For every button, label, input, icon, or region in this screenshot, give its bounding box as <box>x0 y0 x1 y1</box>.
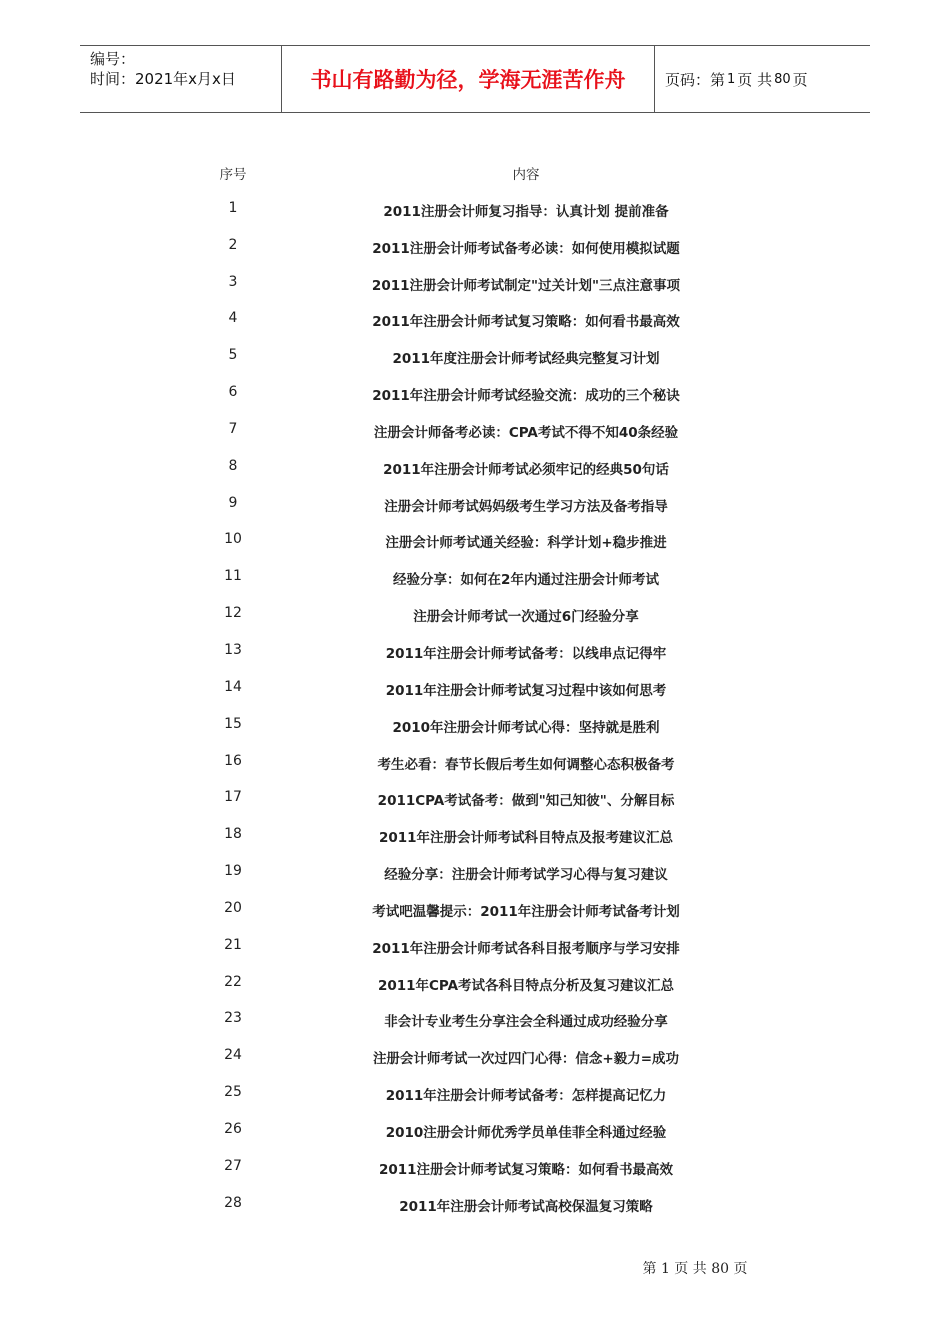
row-content: 2011年注册会计师考试科目特点及报考建议汇总 <box>378 830 674 847</box>
table-row <box>0 634 950 671</box>
table-row <box>0 781 950 818</box>
table-row <box>0 450 950 487</box>
table-row <box>0 302 950 339</box>
row-seq: 6 <box>228 384 238 401</box>
row-seq: 27 <box>224 1157 242 1174</box>
row-content: 2010年注册会计师考试心得：坚持就是胜利 <box>392 719 660 736</box>
table-row <box>0 1113 950 1150</box>
row-content: 2011注册会计师复习指导：认真计划 提前准备 <box>383 203 669 220</box>
column-header-content: 内容 <box>512 167 540 183</box>
page-suffix: 页 <box>792 70 808 89</box>
table-row <box>0 855 950 892</box>
row-content: 2011年注册会计师考试必须牢记的经典50句话 <box>383 461 669 478</box>
row-seq: 26 <box>224 1120 242 1137</box>
table-row <box>0 560 950 597</box>
row-seq: 12 <box>224 605 242 622</box>
table-row <box>0 597 950 634</box>
table-row <box>0 266 950 303</box>
table-row <box>0 192 950 229</box>
row-content: 2011年注册会计师考试备考：以线串点记得牢 <box>385 645 667 662</box>
row-content: 2011注册会计师考试制定"过关计划"三点注意事项 <box>371 277 681 294</box>
row-seq: 16 <box>224 752 242 769</box>
row-seq: 15 <box>224 715 242 732</box>
table-header-row <box>0 155 950 192</box>
row-content: 2011年注册会计师考试高校保温复习策略 <box>399 1198 653 1215</box>
row-content: 2011年注册会计师考试复习策略：如何看书最高效 <box>372 314 680 331</box>
row-seq: 3 <box>228 273 238 290</box>
row-seq: 19 <box>224 863 242 880</box>
row-seq: 24 <box>224 1047 242 1064</box>
table-row <box>0 708 950 745</box>
row-seq: 5 <box>228 347 238 364</box>
document-time-label: 时间：2021年x月x日 <box>90 70 236 88</box>
row-content: 2011注册会计师考试复习策略：如何看书最高效 <box>378 1161 674 1178</box>
row-seq: 8 <box>228 457 238 474</box>
row-seq: 21 <box>224 936 242 953</box>
page-number: 1 <box>727 71 736 87</box>
table-row <box>0 892 950 929</box>
row-content: 注册会计师考试一次通过6门经验分享 <box>413 609 639 626</box>
row-seq: 22 <box>224 973 242 990</box>
table-row <box>0 339 950 376</box>
row-content: 非会计专业考生分享注会全科通过成功经验分享 <box>384 1014 668 1031</box>
row-seq: 25 <box>224 1084 242 1101</box>
row-content: 考生必看：春节长假后考生如何调整心态积极备考 <box>377 756 675 773</box>
header-divider <box>654 46 655 112</box>
row-seq: 13 <box>224 641 242 658</box>
page-total: 80 <box>774 71 791 87</box>
table-row <box>0 671 950 708</box>
header-page-info <box>665 46 808 112</box>
row-seq: 2 <box>228 236 238 253</box>
row-content: 注册会计师考试一次过四门心得：信念+毅力=成功 <box>372 1051 680 1068</box>
row-content: 注册会计师考试妈妈级考生学习方法及备考指导 <box>384 498 668 515</box>
row-seq: 11 <box>224 568 242 585</box>
header-motto: 书山有路勤为径，学海无涯苦作舟 <box>310 68 626 92</box>
page-middle: 页 共 <box>737 70 773 89</box>
row-seq: 9 <box>228 494 238 511</box>
table-row <box>0 487 950 524</box>
row-seq: 1 <box>228 199 238 216</box>
table-row <box>0 1002 950 1039</box>
row-content: 2011年度注册会计师考试经典完整复习计划 <box>392 351 660 368</box>
row-seq: 28 <box>224 1194 242 1211</box>
row-content: 经验分享：注册会计师考试学习心得与复习建议 <box>384 867 668 884</box>
table-row <box>0 229 950 266</box>
table-row <box>0 1187 950 1224</box>
row-content: 2011CPA考试备考：做到"知己知彼"、分解目标 <box>377 793 675 810</box>
contents-table <box>0 155 950 1223</box>
column-header-seq: 序号 <box>219 167 247 183</box>
row-content: 注册会计师考试通关经验：科学计划+稳步推进 <box>385 535 667 552</box>
row-seq: 10 <box>224 531 242 548</box>
row-seq: 4 <box>228 310 238 327</box>
row-content: 2011年注册会计师考试各科目报考顺序与学习安排 <box>372 940 680 957</box>
row-seq: 23 <box>224 1010 242 1027</box>
table-row <box>0 745 950 782</box>
row-content: 注册会计师备考必读：CPA考试不得不知40条经验 <box>373 424 679 441</box>
row-seq: 18 <box>224 826 242 843</box>
table-row <box>0 413 950 450</box>
table-row <box>0 966 950 1003</box>
row-content: 2011年注册会计师考试复习过程中该如何思考 <box>385 682 667 699</box>
document-code-label: 编号： <box>90 50 136 68</box>
table-row <box>0 1076 950 1113</box>
page-header <box>80 45 870 113</box>
table-row <box>0 929 950 966</box>
header-meta <box>90 49 236 89</box>
row-content: 2010注册会计师优秀学员单佳菲全科通过经验 <box>385 1124 667 1141</box>
row-content: 2011年注册会计师考试经验交流：成功的三个秘诀 <box>372 388 680 405</box>
table-row <box>0 1039 950 1076</box>
row-seq: 17 <box>224 789 242 806</box>
table-row <box>0 1150 950 1187</box>
row-content: 考试吧温馨提示：2011年注册会计师考试备考计划 <box>372 903 680 920</box>
table-row <box>0 818 950 855</box>
row-seq: 14 <box>224 678 242 695</box>
row-content: 经验分享：如何在2年内通过注册会计师考试 <box>393 572 659 589</box>
row-content: 2011年CPA考试各科目特点分析及复习建议汇总 <box>377 977 675 994</box>
page-prefix: 页码：第 <box>665 70 726 89</box>
row-seq: 20 <box>224 899 242 916</box>
table-row <box>0 523 950 560</box>
row-seq: 7 <box>228 420 238 437</box>
row-content: 2011注册会计师考试备考必读：如何使用模拟试题 <box>372 240 680 257</box>
table-row <box>0 376 950 413</box>
page-footer: 第 1 页 共 80 页 <box>642 1261 748 1277</box>
row-content: 2011年注册会计师考试备考：怎样提高记忆力 <box>385 1088 667 1105</box>
